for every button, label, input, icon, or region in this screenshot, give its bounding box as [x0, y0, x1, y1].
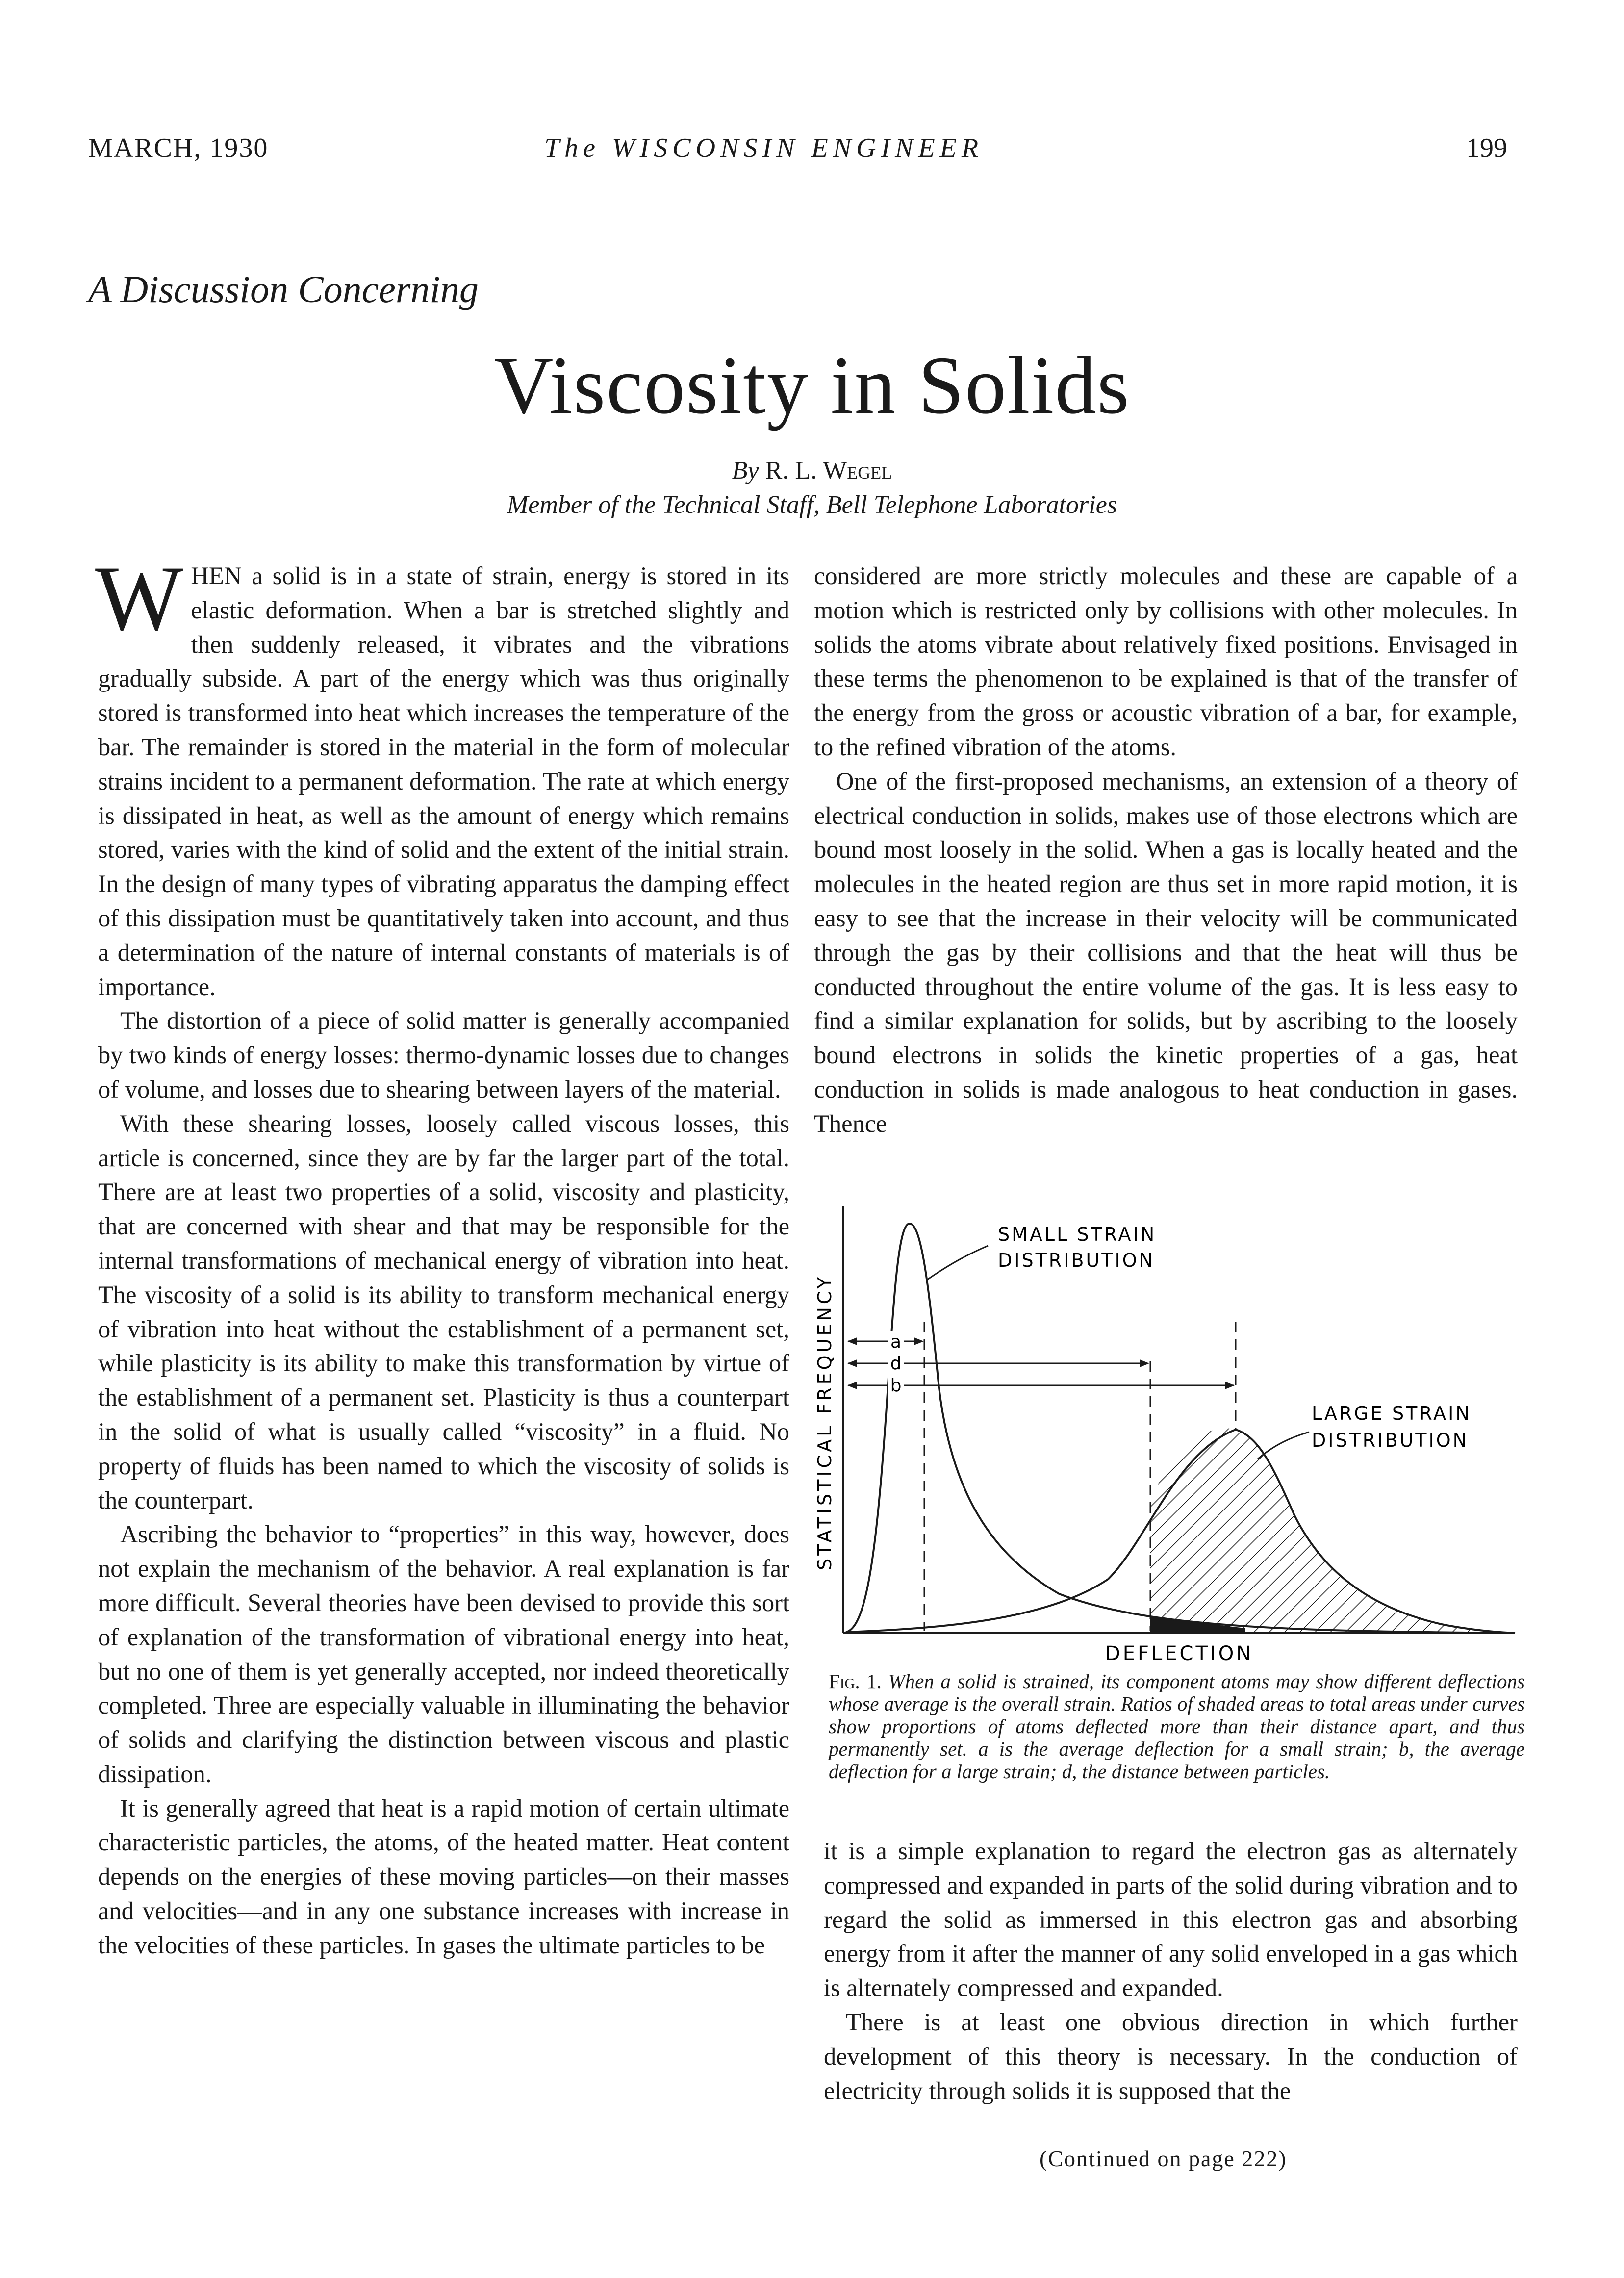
paragraph: it is a simple explanation to regard the electron gas as alternately compressed and expanded in parts of the solid during vibration and to regard the solid as immersed in this electron gas and absorbing energy from it after the manner of any solid enveloped in a gas which is alternately compressed and expanded. [824, 1837, 1518, 2002]
paragraph: There is at least one obvious direction in which further development of this theory is necessary. In the conduction of electricity through solids it is supposed that the [824, 2008, 1518, 2104]
paragraph-text: HEN a solid is in a state of strain, energy is stored in its elastic deformation. When a bar is stretched slightly and then suddenly released, it vibrates and the vibrations gradually subside. A part of the energy which was thus originally stored is transformed into heat which increases the temperature of the bar. The remainder is stored in the material in the form of molecular strains incident to a permanent deformation. The rate at which energy is dissipated in heat, as well as the amount of energy which remains stored, varies with the kind of solid and the extent of the initial strain. In the design of many types of vibrating apparatus the damping effect of this dissipation must be quantitatively taken into account, and thus a determination of the nature of internal constants of materials is of importance. [98, 562, 789, 1000]
arrowhead-d-right [1140, 1359, 1149, 1367]
figure-1 [804, 1197, 1520, 1667]
small-strain-label-line2: DISTRIBUTION [998, 1250, 1155, 1271]
arrowhead-a-right [914, 1337, 924, 1345]
x-axis-label: DEFLECTION [1105, 1642, 1254, 1665]
large-strain-label-line2: DISTRIBUTION [1312, 1430, 1469, 1451]
paragraph: With these shearing losses, loosely called viscous losses, this article is concerned, since they are by far the larger part of the total. There are at least two properties of a solid, viscosity and plasticity, that are concerned with shear and that may be responsible for the internal transformations of mechanical energy of vibration into heat. The viscosity of a solid is its ability to transform mechanical energy of vibration into heat without the establishment of a permanent set, while plasticity is its ability to make this transformation by virtue of the establishment of a permanent set. Plasticity is thus a counterpart in the solid of what is usually called “viscosity” in a fluid. No property of fluids has been named to which the viscosity of solids is the counterpart. [98, 1109, 789, 1514]
paragraph: One of the first-proposed mechanisms, an extension of a theory of electrical conduction in solids, makes use of those electrons which are bound most loosely in the solid. When a gas is locally heated and the molecules in the heated region are thus set in more rapid motion, it is easy to see that the increase in their velocity will be communicated through the gas by their collisions and that the heat will thus be conducted throughout the entire volume of the gas. It is less easy to find a similar explanation for solids, but by ascribing to the loosely bound electrons in solids the kinetic properties of a gas, heat conduction in solids is made analogous to heat conduction in gases. Thence [814, 767, 1518, 1137]
continued-note: (Continued on page 222) [1040, 2146, 1287, 2171]
author-affiliation: Member of the Technical Staff, Bell Telephone Laboratories [507, 491, 1117, 519]
running-header [0, 132, 1624, 172]
paragraph: The distortion of a piece of solid matter is generally accompanied by two kinds of energy losses: thermo-dynamic losses due to changes of volume, and losses due to shearing between layers of the material. [98, 1007, 789, 1103]
figure-number: Fig. 1. [829, 1670, 882, 1692]
arrowhead-d-left [847, 1359, 857, 1367]
byline-by: By [732, 457, 759, 485]
marker-b-label: b [890, 1376, 902, 1396]
figure-caption [829, 1670, 1525, 1783]
y-axis-label: STATISTICAL FREQUENCY [814, 1274, 836, 1570]
column-right-top [814, 559, 1518, 1141]
drop-cap: W [95, 547, 183, 650]
arrowhead-b-right [1225, 1382, 1235, 1389]
arrowhead-b-left [847, 1382, 857, 1389]
issue-date: MARCH, 1930 [88, 133, 269, 163]
paragraph: It is generally agreed that heat is a rapid motion of certain ultimate characteristic particles, the atoms, of the heated matter. Heat content depends on the energies of these moving particles—on their masses and velocities—and in any one substance increases with increase in the velocities of these particles. In gases the ultimate particles to be [98, 1794, 789, 1959]
small-strain-leader [927, 1246, 988, 1280]
large-strain-label-line1: LARGE STRAIN [1312, 1403, 1472, 1424]
large-strain-shaded-area [1150, 1428, 1515, 1633]
distribution-diagram [804, 1197, 1520, 1667]
author-name: R. L. Wegel [765, 457, 892, 485]
column-left [95, 547, 789, 1963]
paragraph: Ascribing the behavior to “properties” in this way, however, does not explain the mechanism of the behavior. A real explanation is far more difficult. Several theories have been devised to provide this sort of explanation of the transformation of vibrational energy into heat, but no one of them is yet generally accepted, nor indeed theoretically completed. Three are especially valuable in illuminating the behavior of solids and clarifying the distinction between viscous and plastic dissipation. [98, 1520, 789, 1788]
marker-d-label: d [890, 1354, 902, 1374]
paragraph [95, 547, 789, 1004]
small-strain-label-line1: SMALL STRAIN [998, 1224, 1157, 1245]
caption-text: When a solid is strained, its component atoms may show different deflections whose average is the overall strain. Ratios of shaded areas to total areas under curves show proportions of atoms deflected more than their distance apart, and thus permanently set. a is the average deflection for a small strain; b, the average deflection for a large strain; d, the distance between particles. [829, 1670, 1525, 1783]
article-title: Viscosity in Solids [494, 340, 1130, 431]
paragraph: considered are more strictly molecules and these are capable of a motion which is restricted only by collisions with other molecules. In solids the atoms vibrate about relatively fixed positions. Envisaged in these terms the phenomenon to be explained is that of the transfer of the energy from the gross or acoustic vibration of a bar, for example, to the refined vibration of the atoms. [814, 562, 1518, 761]
byline [0, 456, 1624, 485]
arrowhead-a-left [847, 1337, 857, 1345]
marker-a-label: a [890, 1332, 902, 1352]
column-right-bottom [824, 1834, 1518, 2108]
page-number: 199 [1466, 133, 1507, 163]
article-kicker: A Discussion Concerning [88, 268, 479, 310]
journal-name: The WISCONSIN ENGINEER [544, 133, 984, 163]
